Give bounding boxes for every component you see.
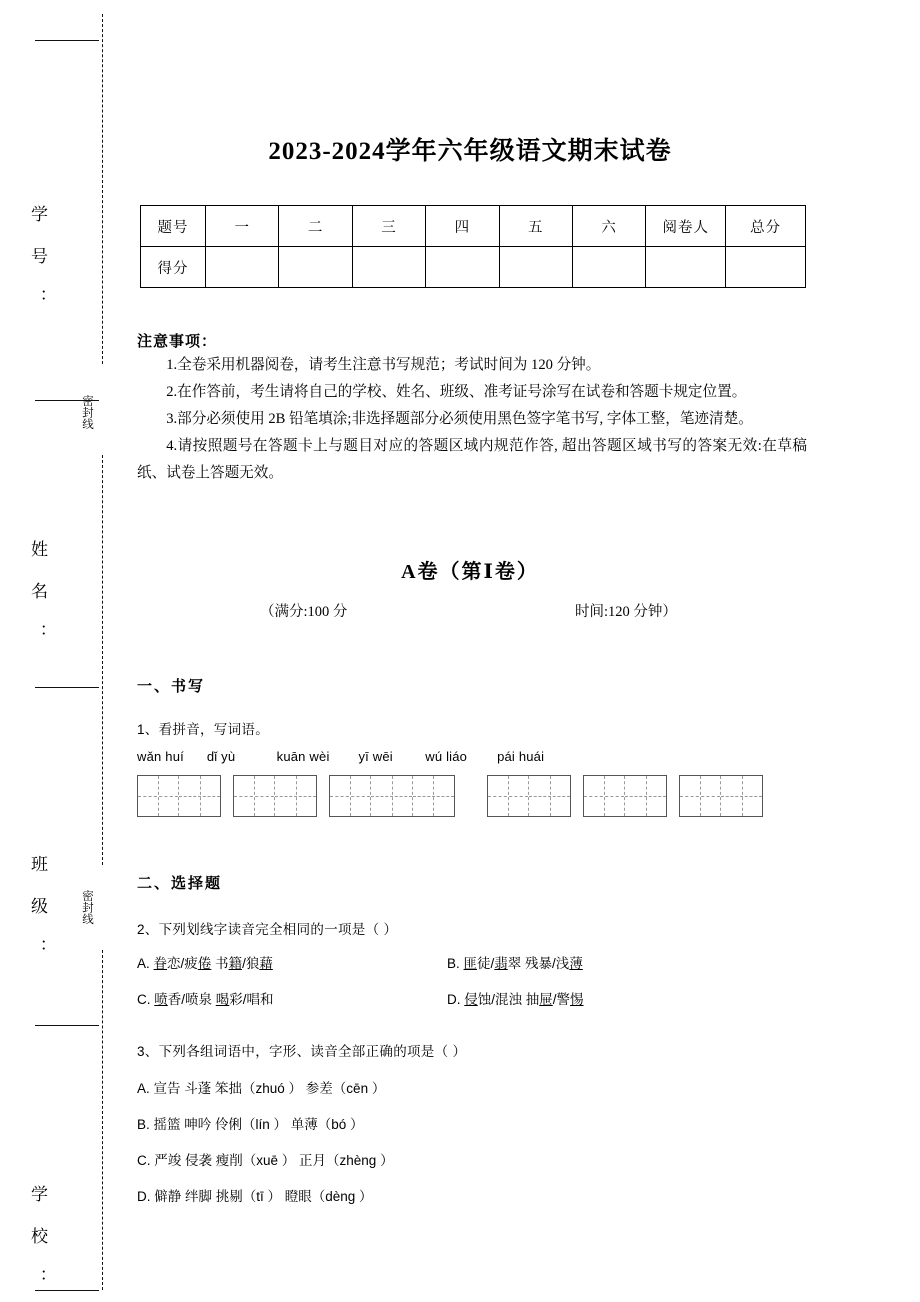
pinyin-item: wǎn huí xyxy=(137,749,184,764)
pinyin-item: pái huái xyxy=(497,749,545,764)
notice-list xyxy=(137,352,807,487)
answer-grid[interactable] xyxy=(679,775,763,817)
question-2-option-b[interactable] xyxy=(447,952,583,972)
section-heading-multiple-choice: 二、选择题 xyxy=(137,876,223,892)
rail-rule xyxy=(35,400,99,401)
question-3-option-d[interactable] xyxy=(137,1185,373,1205)
rail-rule xyxy=(35,40,99,41)
option-tag: D. xyxy=(137,1189,151,1204)
seal-dash-segment xyxy=(102,455,103,865)
question-1-pinyin-row xyxy=(137,749,567,764)
pinyin-item: wú liáo xyxy=(425,749,468,764)
question-3-option-c[interactable] xyxy=(137,1149,394,1169)
rail-label-name: 姓 名 ： xyxy=(28,540,47,644)
grid-cell[interactable] xyxy=(371,776,412,816)
answer-grid[interactable] xyxy=(329,775,455,817)
grid-cell[interactable] xyxy=(413,776,454,816)
grid-cell[interactable] xyxy=(234,776,275,816)
option-text: 宣告 斗蓬 笨拙（zhuó ） 参差（cēn ） xyxy=(153,1081,386,1096)
option-text: 惕 xyxy=(570,992,584,1007)
score-col-header: 一 xyxy=(206,206,279,247)
answer-grid[interactable] xyxy=(137,775,221,817)
option-text: 薄 xyxy=(569,956,583,971)
seal-dash-segment xyxy=(102,950,103,1290)
option-tag: B. xyxy=(447,956,460,971)
seal-word-top: 密封线 xyxy=(81,395,93,430)
time-limit-text: 时间:120 分钟） xyxy=(575,604,677,620)
pinyin-item: yī wēi xyxy=(358,749,393,764)
option-tag: C. xyxy=(137,992,151,1007)
answer-grid[interactable] xyxy=(233,775,317,817)
score-col-header: 二 xyxy=(279,206,352,247)
paper-section-label: A卷（第Ⅰ卷） xyxy=(401,561,539,583)
seal-word-bottom: 密封线 xyxy=(81,890,93,925)
rail-label-school: 学 校 ： xyxy=(28,1185,47,1289)
option-text: 僻静 绊脚 挑剔（tī ） 瞪眼（dèng ） xyxy=(154,1189,373,1204)
option-tag: C. xyxy=(137,1153,151,1168)
question-3-stem: 3、下列各组词语中，字形、读音全部正确的项是（ ） xyxy=(137,1044,467,1059)
rail-label-class: 班 级 ： xyxy=(28,855,47,959)
option-text: 籍 xyxy=(228,956,243,971)
score-col-header: 三 xyxy=(352,206,425,247)
seal-dash-segment xyxy=(102,14,103,364)
grid-cell[interactable] xyxy=(488,776,529,816)
option-text: 摇篮 呻吟 伶俐（lín ） 单薄（bó ） xyxy=(153,1117,364,1132)
rail-label-student-id: 学 号 ： xyxy=(28,205,47,309)
option-tag: B. xyxy=(137,1117,150,1132)
score-cell[interactable] xyxy=(646,247,726,288)
grid-cell[interactable] xyxy=(138,776,179,816)
pinyin-item: kuān wèi xyxy=(276,749,330,764)
table-row xyxy=(141,247,806,288)
grid-cell[interactable] xyxy=(179,776,220,816)
option-tag: A. xyxy=(137,956,150,971)
grid-cell[interactable] xyxy=(584,776,625,816)
option-text: 侵 xyxy=(464,992,478,1007)
option-text: 恋/疲 xyxy=(167,956,198,971)
option-text: 倦 xyxy=(197,956,212,971)
score-col-header: 阅卷人 xyxy=(646,206,726,247)
option-text: 喝 xyxy=(215,992,230,1007)
notice-item: 4.请按照题号在答题卡上与题目对应的答题区域内规范作答, 超出答题区域书写的答案无效:在草稿纸、试卷上答题无效。 xyxy=(137,438,807,481)
grid-cell[interactable] xyxy=(721,776,762,816)
question-2-option-c[interactable] xyxy=(137,988,274,1008)
option-text: 彩/唱和 xyxy=(229,992,274,1007)
score-cell[interactable] xyxy=(426,247,499,288)
exam-paper xyxy=(120,0,920,1302)
question-2-stem: 2、下列划线字读音完全相同的一项是（ ） xyxy=(137,922,398,937)
page-title: 2023-2024学年六年级语文期末试卷 xyxy=(268,138,672,165)
grid-cell[interactable] xyxy=(275,776,316,816)
seal-line-rail xyxy=(0,0,120,1302)
score-row-label: 题号 xyxy=(141,206,206,247)
option-text: 藉 xyxy=(259,956,273,971)
question-2-option-d[interactable] xyxy=(447,988,584,1008)
option-text: 蚀/混浊 抽 xyxy=(477,992,540,1007)
notice-item: 2.在作答前，考生请将自己的学校、姓名、班级、准考证号涂写在试卷和答题卡规定位置。 xyxy=(166,384,747,400)
option-text: /狼 xyxy=(242,956,260,971)
score-table xyxy=(140,205,806,288)
grid-cell[interactable] xyxy=(529,776,570,816)
option-text: 喷 xyxy=(154,992,168,1007)
score-cell[interactable] xyxy=(572,247,645,288)
score-cell[interactable] xyxy=(499,247,572,288)
option-text: 屉 xyxy=(539,992,553,1007)
rail-rule xyxy=(35,1290,99,1291)
score-cell[interactable] xyxy=(352,247,425,288)
option-text: 香/喷泉 xyxy=(167,992,216,1007)
full-mark-text: （满分:100 分 xyxy=(260,604,348,620)
option-text: /警 xyxy=(552,992,571,1007)
question-2-option-a[interactable] xyxy=(137,952,273,972)
rail-rule xyxy=(35,687,99,688)
score-col-header: 总分 xyxy=(726,206,806,247)
option-text: 翠 残暴/浅 xyxy=(507,956,570,971)
section-heading-writing: 一、书写 xyxy=(137,679,206,695)
score-col-header: 五 xyxy=(499,206,572,247)
score-cell[interactable] xyxy=(279,247,352,288)
grid-cell[interactable] xyxy=(680,776,721,816)
option-text: 匪 xyxy=(463,956,478,971)
option-tag: D. xyxy=(447,992,461,1007)
grid-cell[interactable] xyxy=(330,776,371,816)
option-text: 书 xyxy=(211,956,229,971)
rail-rule xyxy=(35,1025,99,1026)
option-text: 眷 xyxy=(153,956,168,971)
score-col-header: 六 xyxy=(572,206,645,247)
option-text: 徒/ xyxy=(477,956,495,971)
answer-grid[interactable] xyxy=(487,775,571,817)
option-tag: A. xyxy=(137,1081,150,1096)
notice-item: 3.部分必须使用 2B 铅笔填涂;非选择题部分必须使用黑色签字笔书写, 字体工整，笔迹清楚。 xyxy=(166,411,753,427)
grid-cell[interactable] xyxy=(625,776,666,816)
table-row xyxy=(141,206,806,247)
question-3-option-a[interactable] xyxy=(137,1077,385,1097)
notice-heading: 注意事项： xyxy=(137,334,218,350)
score-cell[interactable] xyxy=(206,247,279,288)
option-text: 翡 xyxy=(494,956,508,971)
notice-item: 1.全卷采用机器阅卷，请考生注意书写规范；考试时间为 120 分钟。 xyxy=(166,357,601,373)
question-3-option-b[interactable] xyxy=(137,1113,364,1133)
score-row-label: 得分 xyxy=(141,247,206,288)
option-text: 严竣 侵袭 瘦削（xuē ） 正月（zhèng ） xyxy=(154,1153,394,1168)
pinyin-item: dǐ yù xyxy=(206,749,236,764)
score-col-header: 四 xyxy=(426,206,499,247)
question-1-stem: 1、看拼音，写词语。 xyxy=(137,722,270,737)
score-cell[interactable] xyxy=(726,247,806,288)
answer-grid[interactable] xyxy=(583,775,667,817)
